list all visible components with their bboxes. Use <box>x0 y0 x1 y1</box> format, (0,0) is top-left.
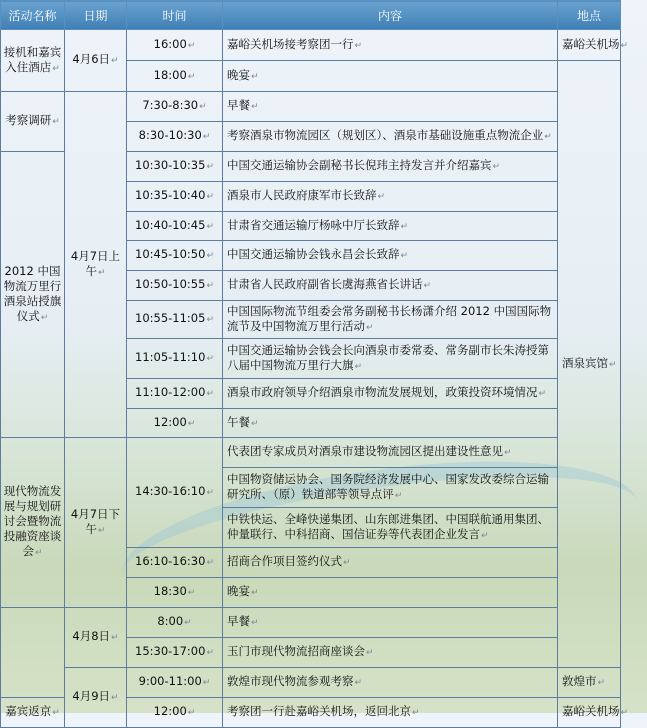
content-cell: 中国物资储运协会、国务院经济发展中心、国家发改委综合运输研究所、（原）铁道部等领导点评↵ <box>223 468 558 508</box>
activity-cell: 考察调研↵ <box>1 92 65 152</box>
time-cell: 11:10-12:00↵ <box>127 379 223 409</box>
time-cell: 18:00↵ <box>127 61 223 92</box>
time-cell: 18:30↵ <box>127 578 223 608</box>
location-cell: 酒泉宾馆↵ <box>558 61 621 668</box>
header-row <box>1 1 621 30</box>
activity-cell: 现代物流发展与规划研讨会暨物流投融资座谈会↵ <box>1 438 65 608</box>
content-cell: 考察酒泉市物流园区（规划区）、酒泉市基础设施重点物流企业↵ <box>223 122 558 152</box>
content-cell: 中国交通运输协会钱会长向酒泉市委常委、常务副市长朱涛授第八届中国物流万里行大旗↵ <box>223 339 558 379</box>
date-cell: 4月7日下午↵ <box>65 438 127 608</box>
date-cell: 4月8日↵ <box>65 608 127 668</box>
content-cell: 中国国际物流节组委会常务副秘书长杨潇介绍 2012 中国国际物流节及中国物流万里行活动↵ <box>223 301 558 339</box>
table-row <box>1 92 621 122</box>
location-cell: 嘉峪关机场↵ <box>558 698 621 728</box>
activity-cell: 嘉宾返京↵ <box>1 698 65 728</box>
content-cell: 中铁快运、全峰快递集团、山东郎进集团、中国联航通用集团、仲量联行、中科招商、国信证券等代表团企业发言↵ <box>223 508 558 548</box>
table-row <box>1 438 621 468</box>
time-cell: 11:05-11:10↵ <box>127 339 223 379</box>
activity-cell: 接机和嘉宾入住酒店↵ <box>1 30 65 92</box>
time-cell: 8:00↵ <box>127 608 223 638</box>
time-cell: 14:30-16:10↵ <box>127 438 223 548</box>
content-cell: 酒泉市政府领导介绍酒泉市物流发展规划，政策投资环境情况↵ <box>223 379 558 409</box>
content-cell: 早餐↵ <box>223 608 558 638</box>
content-cell: 招商合作项目签约仪式↵ <box>223 548 558 578</box>
activity-cell: 2012 中国物流万里行酒泉站授旗仪式↵ <box>1 152 65 438</box>
time-cell: 10:45-10:50↵ <box>127 241 223 271</box>
content-cell: 早餐↵ <box>223 92 558 122</box>
content-cell: 敦煌市现代物流参观考察↵ <box>223 668 558 698</box>
time-cell: 15:30-17:00↵ <box>127 638 223 668</box>
table-row <box>1 608 621 638</box>
time-cell: 12:00↵ <box>127 698 223 728</box>
location-cell: 敦煌市↵ <box>558 668 621 698</box>
content-cell: 甘肃省人民政府副省长虞海燕省长讲话↵ <box>223 271 558 301</box>
date-cell: 4月7日上午↵ <box>65 92 127 438</box>
time-cell: 10:40-10:45↵ <box>127 212 223 241</box>
time-cell: 8:30-10:30↵ <box>127 122 223 152</box>
content-cell: 午餐↵ <box>223 409 558 438</box>
time-cell: 10:50-10:55↵ <box>127 271 223 301</box>
header-time: 时间 <box>127 1 223 30</box>
content-cell: 中国交通运输协会副秘书长倪玮主持发言并介绍嘉宾↵ <box>223 152 558 182</box>
date-cell: 4月6日↵ <box>65 30 127 92</box>
header-content: 内容 <box>223 1 558 30</box>
content-cell: 晚宴↵ <box>223 61 558 92</box>
content-cell: 嘉峪关机场接考察团一行↵ <box>223 30 558 61</box>
date-cell: 4月9日↵ <box>65 668 127 728</box>
table-row <box>1 668 621 698</box>
time-cell: 10:30-10:35↵ <box>127 152 223 182</box>
time-cell: 16:10-16:30↵ <box>127 548 223 578</box>
time-cell: 16:00↵ <box>127 30 223 61</box>
table-row <box>1 30 621 61</box>
time-cell: 10:55-11:05↵ <box>127 301 223 339</box>
activity-cell <box>1 608 65 698</box>
content-cell: 代表团专家成员对酒泉市建设物流园区提出建设性意见↵ <box>223 438 558 468</box>
time-cell: 12:00↵ <box>127 409 223 438</box>
time-cell: 9:00-11:00↵ <box>127 668 223 698</box>
content-cell: 晚宴↵ <box>223 578 558 608</box>
time-cell: 10:35-10:40↵ <box>127 182 223 212</box>
header-activity: 活动名称 <box>1 1 65 30</box>
content-cell: 酒泉市人民政府康军市长致辞↵ <box>223 182 558 212</box>
content-cell: 中国交通运输协会钱永昌会长致辞↵ <box>223 241 558 271</box>
content-cell: 考察团一行赴嘉峪关机场，返回北京↵ <box>223 698 558 728</box>
time-cell: 7:30-8:30↵ <box>127 92 223 122</box>
header-location: 地点 <box>558 1 621 30</box>
header-date: 日期 <box>65 1 127 30</box>
location-cell: 嘉峪关机场↵ <box>558 30 621 61</box>
content-cell: 甘肃省交通运输厅杨咏中厅长致辞↵ <box>223 212 558 241</box>
content-cell: 玉门市现代物流招商座谈会↵ <box>223 638 558 668</box>
